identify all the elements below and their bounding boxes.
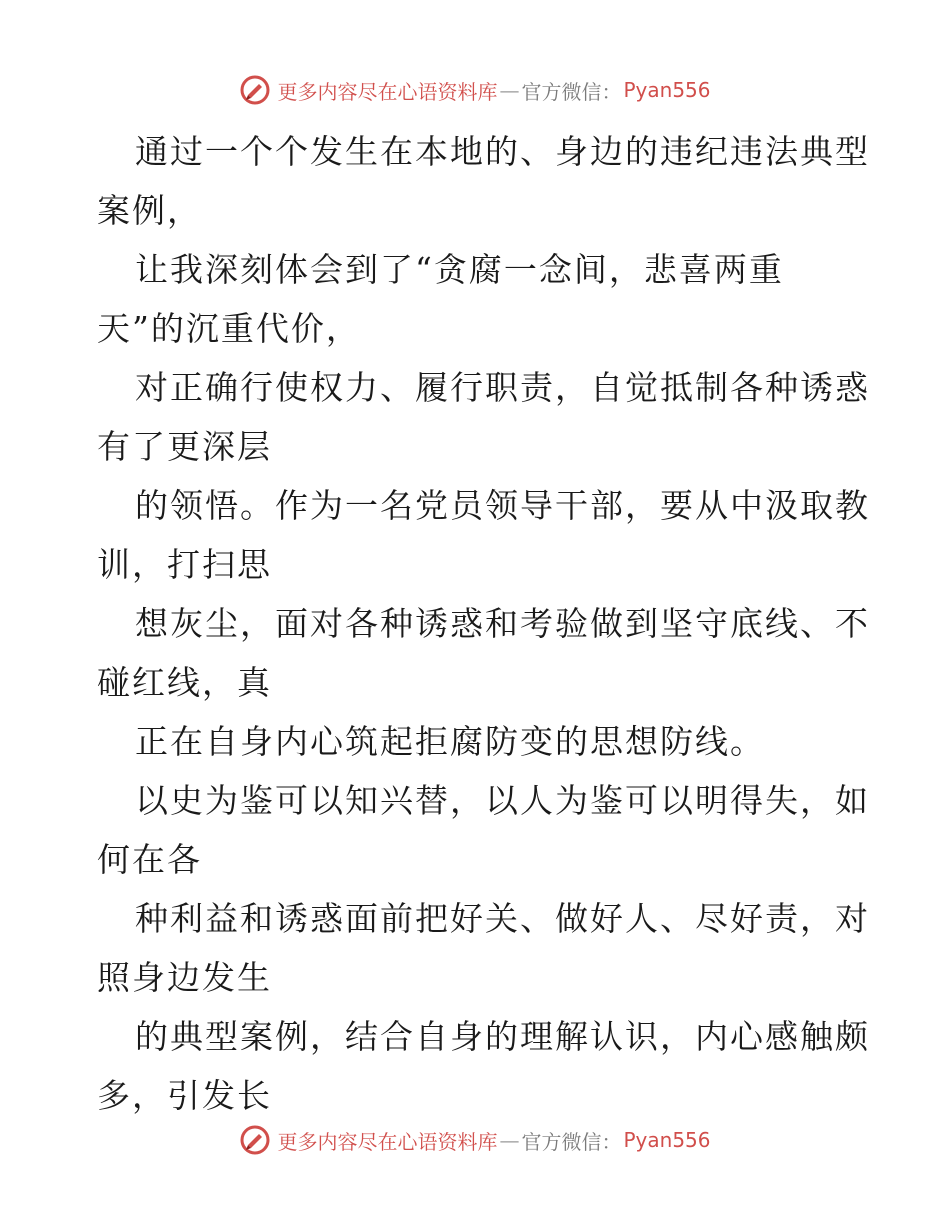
footer-brand-text: 更多内容尽在心语资料库	[277, 1129, 498, 1154]
body-line: 碰红线，真	[97, 663, 272, 702]
header-separator: —	[499, 78, 520, 102]
body-line: 让我深刻体会到了“贪腐一念间，悲喜两重	[135, 250, 784, 289]
footer-watermark	[0, 1120, 950, 1160]
brand-logo-icon	[239, 1124, 271, 1156]
document-body	[97, 122, 870, 1125]
header-wechat-id: Pyan556	[623, 78, 711, 102]
footer-separator: —	[499, 1128, 520, 1152]
body-line: 案例，	[97, 191, 202, 230]
body-line: 的领悟。作为一名党员领导干部，要从中汲取教	[135, 486, 870, 525]
header-brand-text: 更多内容尽在心语资料库	[277, 79, 498, 104]
footer-wechat-id: Pyan556	[623, 1128, 711, 1152]
body-line: 对正确行使权力、履行职责，自觉抵制各种诱惑	[135, 368, 870, 407]
body-line: 多，引发长	[97, 1076, 272, 1115]
body-line: 种利益和诱惑面前把好关、做好人、尽好责，对	[135, 899, 870, 938]
body-line: 想灰尘，面对各种诱惑和考验做到坚守底线、不	[135, 604, 870, 643]
body-line: 的典型案例，结合自身的理解认识，内心感触颇	[135, 1017, 870, 1056]
body-line: 何在各	[97, 840, 202, 879]
body-line: 照身边发生	[97, 958, 272, 997]
footer-official-label: 官方微信：	[521, 1129, 622, 1154]
brand-logo-icon	[239, 74, 271, 106]
body-line: 天”的沉重代价，	[97, 309, 361, 348]
header-official-label: 官方微信：	[521, 79, 622, 104]
header-watermark	[0, 70, 950, 110]
body-line: 以史为鉴可以知兴替，以人为鉴可以明得失，如	[135, 781, 870, 820]
body-line: 训，打扫思	[97, 545, 272, 584]
body-line: 正在自身内心筑起拒腐防变的思想防线。	[135, 722, 765, 761]
body-line: 通过一个个发生在本地的、身边的违纪违法典型	[135, 132, 870, 171]
body-line: 有了更深层	[97, 427, 272, 466]
